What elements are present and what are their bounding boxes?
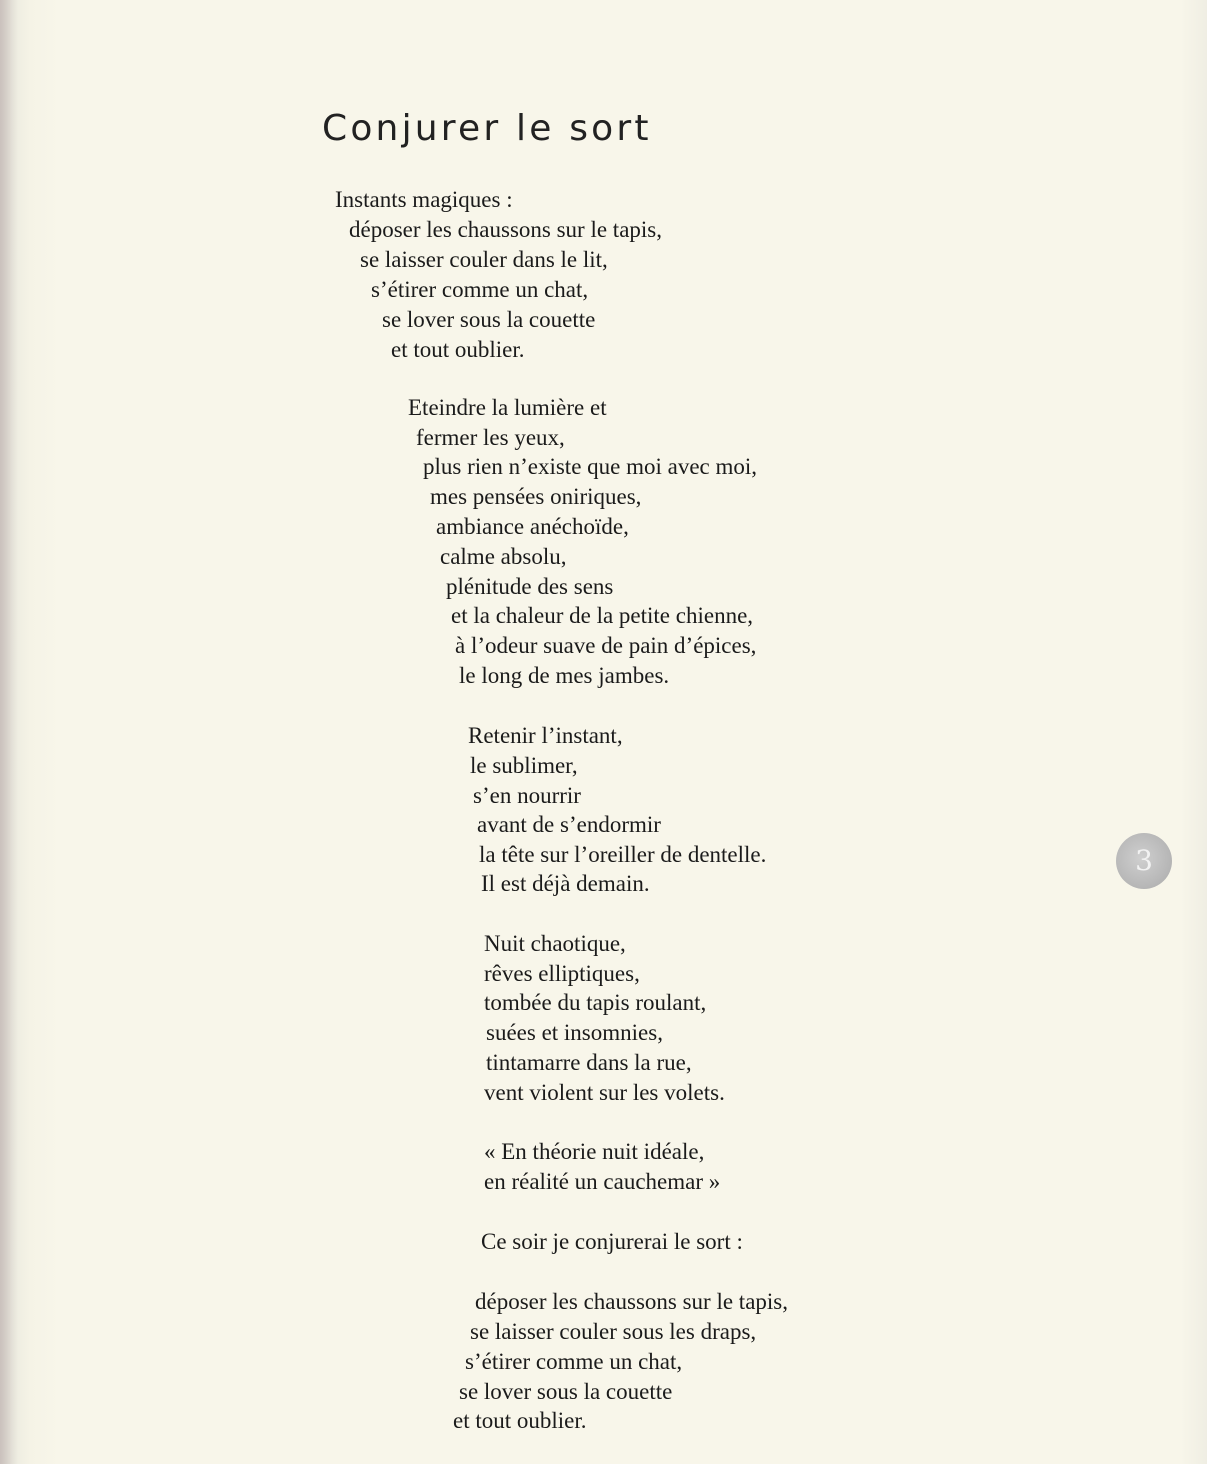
- gutter-shadow: [0, 0, 18, 1464]
- poem-line: s’en nourrir: [473, 783, 581, 808]
- poem-line: plénitude des sens: [446, 574, 614, 599]
- poem-line: en réalité un cauchemar »: [484, 1169, 721, 1194]
- poem-title: Conjurer le sort: [322, 108, 652, 149]
- poem-line: et la chaleur de la petite chienne,: [451, 603, 754, 628]
- poem-line: le long de mes jambes.: [459, 663, 670, 688]
- poem-line: plus rien n’existe que moi avec moi,: [423, 454, 758, 479]
- poem-line: déposer les chaussons sur le tapis,: [475, 1289, 788, 1314]
- poem-line: se laisser couler dans le lit,: [360, 247, 608, 272]
- poem-line: se laisser couler sous les draps,: [470, 1319, 757, 1344]
- poem-line: s’étirer comme un chat,: [371, 277, 589, 302]
- poem-line: ambiance anéchoïde,: [436, 514, 629, 539]
- poem-line: calme absolu,: [440, 544, 567, 569]
- poem-line: Il est déjà demain.: [481, 871, 650, 896]
- poem-line: à l’odeur suave de pain d’épices,: [455, 633, 757, 658]
- poem-line: et tout oublier.: [453, 1408, 587, 1433]
- poem-line: Retenir l’instant,: [468, 723, 623, 748]
- poem-line: la tête sur l’oreiller de dentelle.: [479, 842, 767, 867]
- poem-line: tombée du tapis roulant,: [484, 990, 707, 1015]
- poem-line: se lover sous la couette: [459, 1379, 673, 1404]
- poem-line: déposer les chaussons sur le tapis,: [349, 217, 662, 242]
- poem-line: s’étirer comme un chat,: [465, 1349, 683, 1374]
- poem-line: Ce soir je conjurerai le sort :: [481, 1229, 743, 1254]
- page-number-badge: 3: [1116, 833, 1172, 889]
- poem-line: avant de s’endormir: [477, 812, 661, 837]
- poem-line: rêves elliptiques,: [484, 961, 640, 986]
- poem-line: « En théorie nuit idéale,: [484, 1139, 705, 1164]
- poem-line: Eteindre la lumière et: [408, 395, 607, 420]
- poem-line: fermer les yeux,: [416, 425, 565, 450]
- poem-line: le sublimer,: [470, 753, 578, 778]
- poem-line: se lover sous la couette: [382, 307, 596, 332]
- poem-line: tintamarre dans la rue,: [486, 1050, 692, 1075]
- poem-line: mes pensées oniriques,: [430, 484, 642, 509]
- poem-line: Nuit chaotique,: [484, 931, 626, 956]
- poem-line: suées et insomnies,: [486, 1020, 663, 1045]
- poem-line: vent violent sur les volets.: [484, 1080, 725, 1105]
- poem-line: Instants magiques :: [335, 187, 513, 212]
- poem-line: et tout oublier.: [391, 337, 525, 362]
